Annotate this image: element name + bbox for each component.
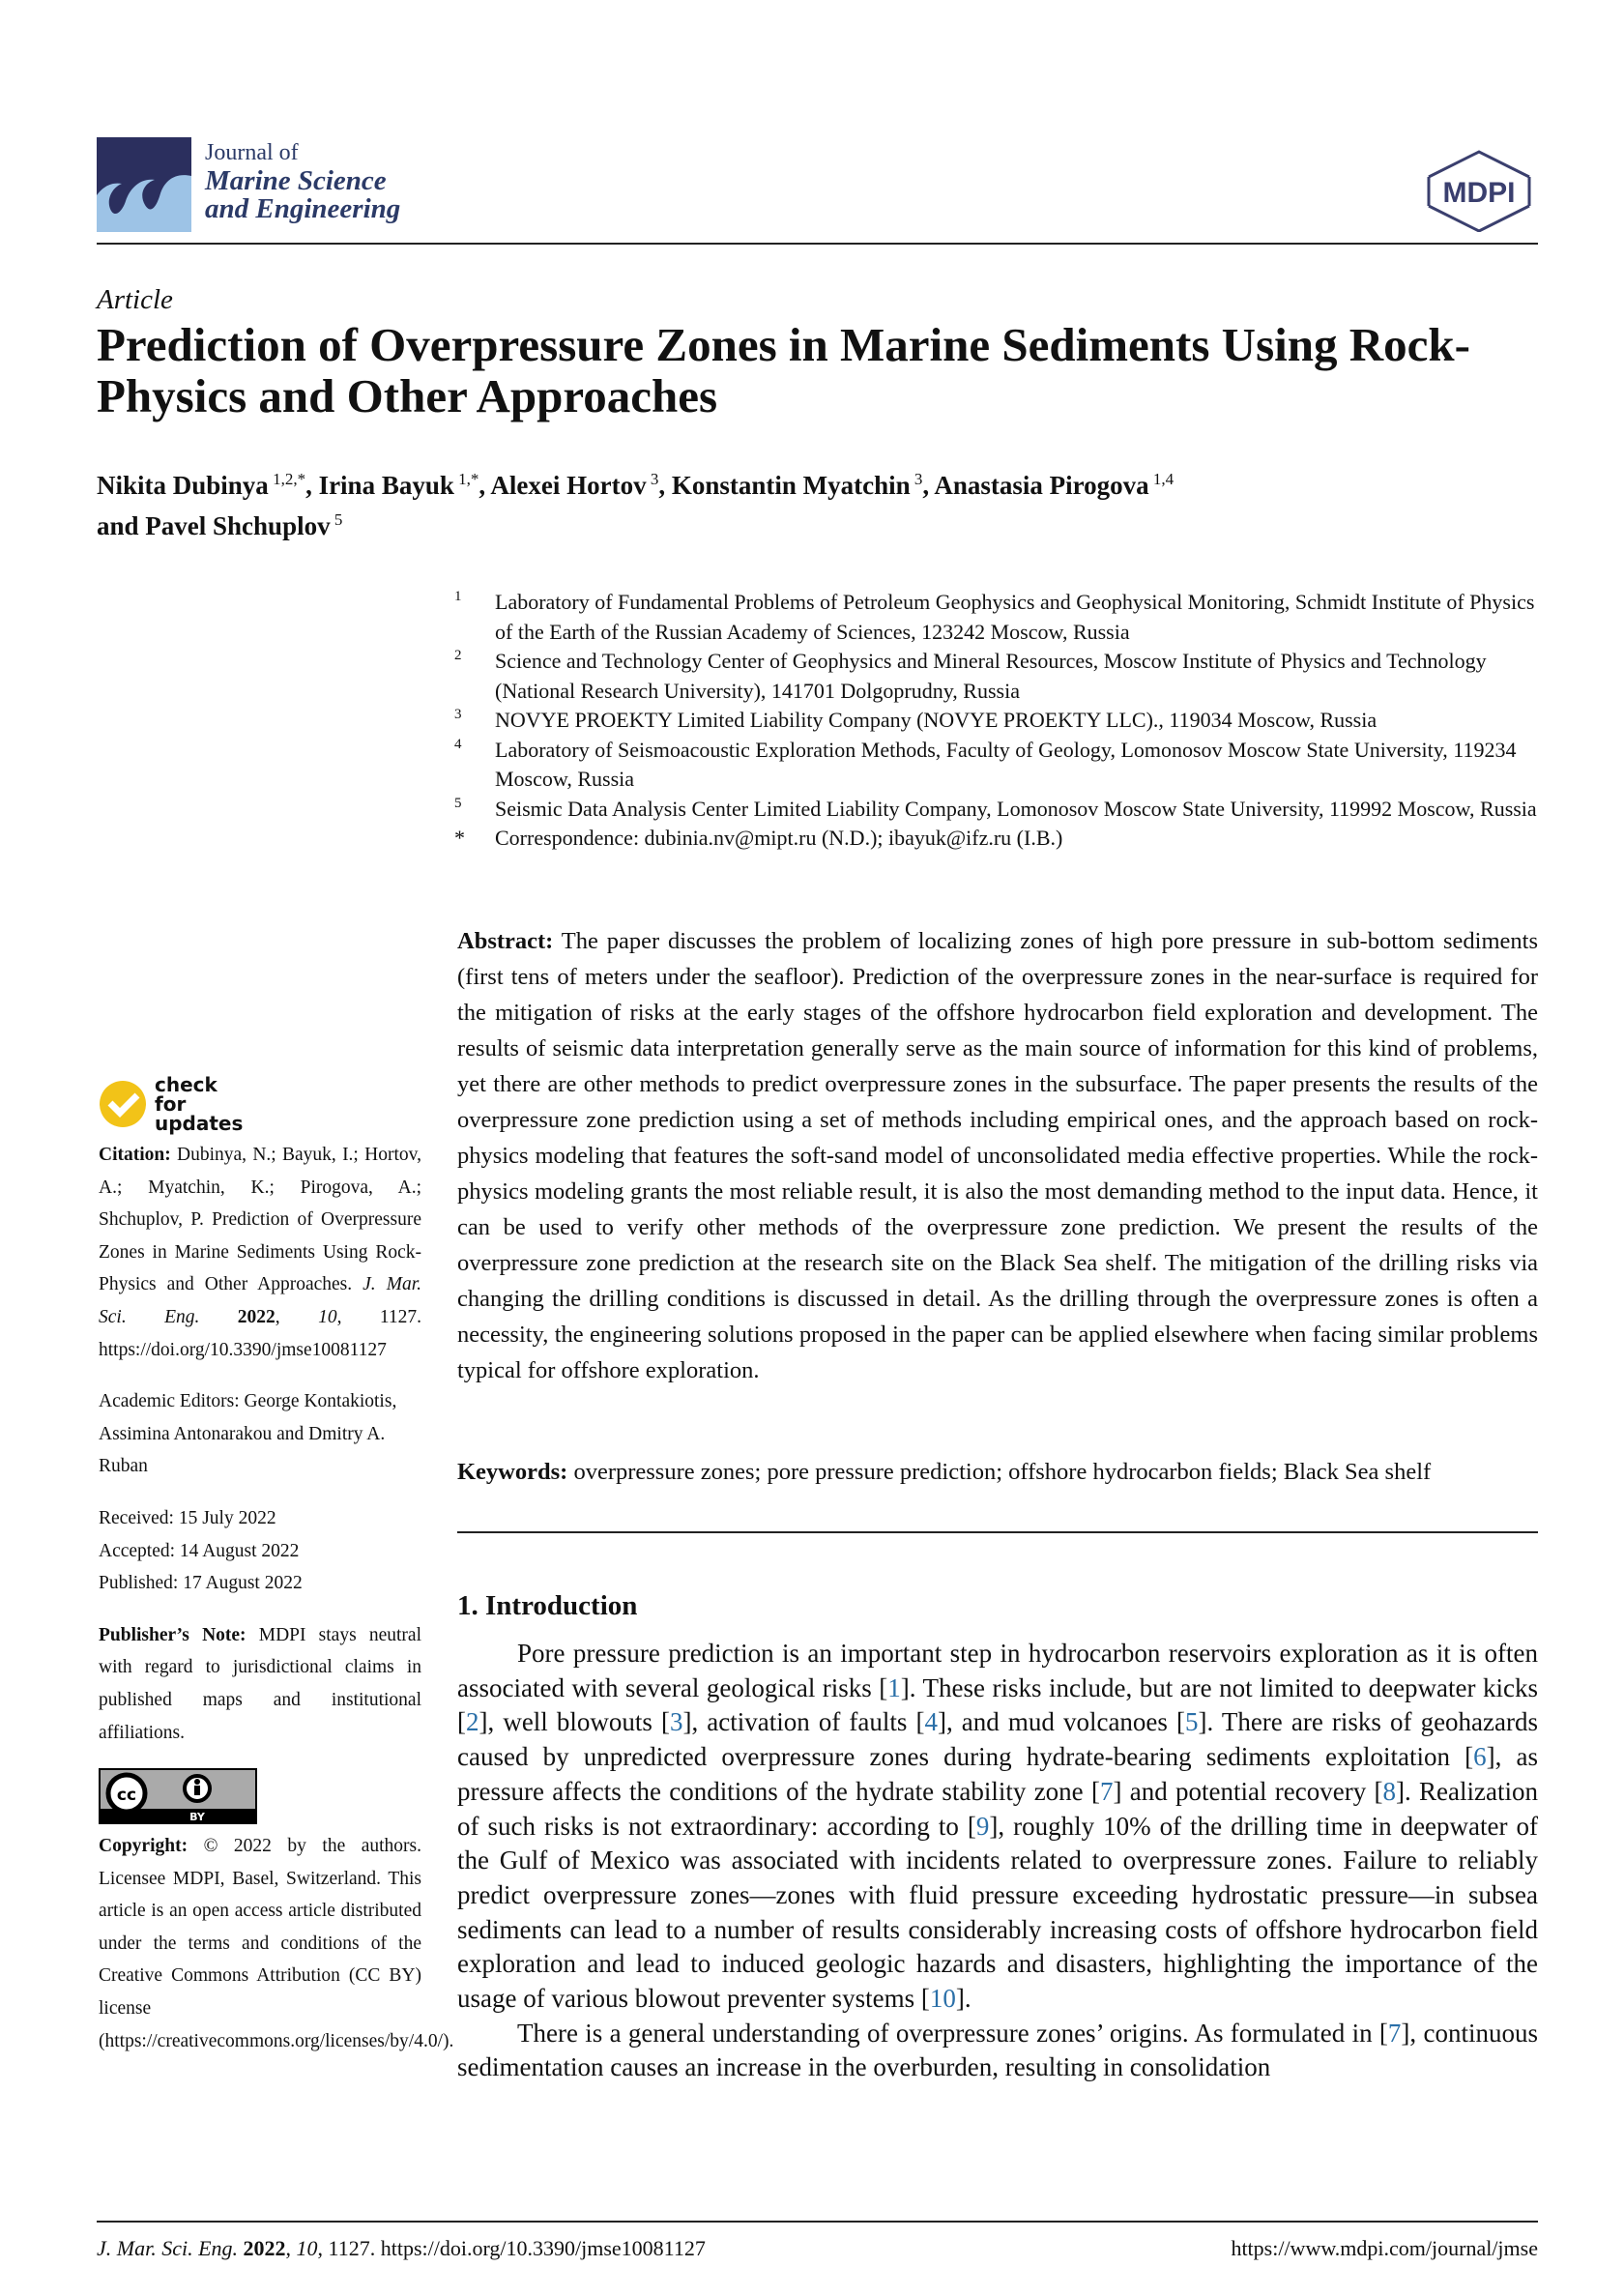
text-segment: ]. These risks include, but are not limited to deepwater kicks [ <box>457 1672 1538 1737</box>
author-affiliation-mark: 3 <box>646 470 659 488</box>
check-updates-label: check for updates <box>155 1073 244 1135</box>
text-segment: Dubinya, N.; Bayuk, I.; Hortov, A.; Myatchin, K.; Pirogova, A.; Shchuplov, P. Prediction of Overpressure Zones in Marine Sediments Using Rock-Physics and Other Approaches. <box>99 1145 421 1295</box>
affiliations <box>454 588 1542 854</box>
author-affiliation-mark: 1,4 <box>1148 470 1174 488</box>
affiliation-item <box>454 647 1542 706</box>
article-type: Article <box>97 284 173 315</box>
dates <box>99 1502 421 1600</box>
section-heading: 1. Introduction <box>457 1590 638 1621</box>
affiliation-text: Laboratory of Seismoacoustic Exploration Methods, Faculty of Geology, Lomonosov Moscow State University, 119234 Moscow, Russia <box>495 737 1517 791</box>
author-affiliation-mark: 3 <box>910 470 923 488</box>
author-affiliation-mark: 5 <box>330 510 343 529</box>
text-segment: J. Mar. Sci. Eng. <box>97 2236 239 2260</box>
affiliation-text: NOVYE PROEKTY Limited Liability Company (NOVYE PROEKTY LLC)., 119034 Moscow, Russia <box>495 708 1378 732</box>
citation <box>99 1139 421 1366</box>
reference-link[interactable]: 5 <box>1185 1707 1199 1737</box>
reference-link[interactable]: 9 <box>975 1811 990 1841</box>
paragraph <box>457 2017 1538 2085</box>
affiliation-number: 5 <box>454 795 462 811</box>
affiliation-item <box>454 588 1542 647</box>
text-segment: ] and potential recovery [ <box>1113 1776 1383 1806</box>
section-rule <box>457 1531 1538 1533</box>
check-updates-icon <box>99 1080 147 1128</box>
reference-link[interactable]: 7 <box>1099 1776 1114 1806</box>
reference-link[interactable]: 3 <box>669 1707 683 1737</box>
affiliation-item <box>454 736 1542 795</box>
author-affiliation-mark: 1,* <box>453 470 479 488</box>
text-segment: ], well blowouts [ <box>478 1707 670 1737</box>
affiliation-text: Seismic Data Analysis Center Limited Liability Company, Lomonosov Moscow State University, 119992 Moscow, Russia <box>495 796 1537 821</box>
affiliation-number: 1 <box>454 589 462 604</box>
text-segment: Copyright: <box>99 1836 188 1857</box>
author-list <box>97 462 1538 543</box>
keywords-label: Keywords: <box>457 1459 568 1485</box>
cc-by-license-icon[interactable] <box>99 1768 257 1824</box>
mdpi-logo-icon[interactable] <box>1419 150 1540 232</box>
keywords-text: overpressure zones; pore pressure prediction; offshore hydrocarbon fields; Black Sea shelf <box>567 1459 1432 1485</box>
text-segment: 10 <box>318 1306 337 1327</box>
journal-name-line: Journal of <box>205 140 299 165</box>
text-segment: There is a general understanding of overpressure zones’ origins. As formulated in [ <box>517 2018 1388 2048</box>
svg-text:cc: cc <box>116 1786 137 1806</box>
author-separator: , <box>305 471 319 500</box>
text-segment: 2022 <box>237 1306 276 1327</box>
reference-link[interactable]: 4 <box>924 1707 938 1737</box>
text-segment: © 2022 by the authors. Licensee MDPI, Basel, Switzerland. This article is an open access article distributed under the terms and conditions of the Creative Commons Attribution (CC BY) license (https://creativecommons.org/licenses/by/4.0/). <box>99 1836 454 2051</box>
affiliation-number: 2 <box>454 648 462 663</box>
footer-journal-link[interactable]: https://www.mdpi.com/journal/jmse <box>1231 2236 1538 2260</box>
check-for-updates-button[interactable] <box>99 1075 421 1133</box>
text-segment: , <box>275 1306 319 1327</box>
abstract-label: Abstract: <box>457 928 554 954</box>
footer-rule <box>97 2221 1538 2223</box>
text-segment: J. Mar. Sci. Eng. <box>99 1274 422 1327</box>
author-separator: , <box>478 471 491 500</box>
copyright <box>99 1830 454 2057</box>
author-separator: , <box>658 471 672 500</box>
affiliation-number: 3 <box>454 707 462 722</box>
affiliation-item <box>454 795 1542 825</box>
author-name: Pavel Shchuplov <box>145 511 331 540</box>
text-segment <box>199 1307 237 1327</box>
text-segment: MDPI stays neutral with regard to jurisdictional claims in published maps and institutional affiliations. <box>99 1624 421 1743</box>
text-segment: , 1127. https://doi.org/10.3390/jmse10081127 <box>317 2236 706 2260</box>
author-name: Konstantin Myatchin <box>671 471 911 500</box>
text-segment: Citation: <box>99 1145 171 1165</box>
reference-link[interactable]: 1 <box>887 1672 901 1702</box>
text-segment: , <box>285 2236 297 2260</box>
footer-citation <box>97 2236 706 2261</box>
accepted-date: Accepted: 14 August 2022 <box>99 1540 300 1561</box>
abstract-text: The paper discusses the problem of localizing zones of high pore pressure in sub-bottom sediments (first tens of meters under the seafloor). Prediction of the overpressure zones in the near-surface is required for the mitigation of risks at the early stages of the offshore hydrocarbon field exploration and development. The results of seismic data interpretation generally serve as the main source of information for this kind of problems, yet there are other methods to predict overpressure zones in the subsurface. The paper presents the results of the overpressure zone prediction using a set of methods including empirical ones, and the approach based on rock-physics modeling that features the soft-sand model of unconsolidated media effective properties. While the rock-physics modeling grants the most reliable result, it is also the most demanding method to the input data. Hence, it can be used to verify other methods of the overpressure zone prediction. We present the results of the overpressure zone prediction at the research site on the Black Sea shelf. The mitigation of the drilling risks via changing the drilling conditions is discussed in detail. As the drilling through the overpressure zones is often a necessity, the engineering solutions proposed in the paper can be applied elsewhere when facing similar problems typical for offshore exploration. <box>457 928 1538 1383</box>
journal-name <box>205 139 400 223</box>
affiliation-text: Laboratory of Fundamental Problems of Petroleum Geophysics and Geophysical Monitoring, Schmidt Institute of Physics of the Earth of the Russian Academy of Sciences, 123242 Moscow, Russia <box>495 590 1535 644</box>
text-segment: 10 <box>296 2236 318 2260</box>
text-segment: ], roughly 10% of the drilling time in deepwater of the Gulf of Mexico was associated with incidents related to overpressure zones. Failure to reliably predict overpressure zones—zones with fluid pressure exceeding hydrostatic pressure—in subsea sediments can lead to a number of results considerably increasing costs of offshore hydrocarbon field exploration and lead to induced geologic hazards and disasters, highlighting the importance of the usage of various blowout preventer systems [ <box>457 1811 1538 2014</box>
text-segment: ], as pressure affects the conditions of the hydrate stability zone [ <box>457 1742 1538 1806</box>
author-separator: , <box>922 471 935 500</box>
publishers-note <box>99 1619 421 1749</box>
affiliation-item <box>454 706 1542 736</box>
text-segment: 2022 <box>243 2236 286 2260</box>
reference-link[interactable]: 8 <box>1382 1776 1397 1806</box>
affiliation-text: Science and Technology Center of Geophysics and Mineral Resources, Moscow Institute of Physics and Technology (National Research University), 141701 Dolgoprudny, Russia <box>495 649 1487 703</box>
text-segment: , 1127. https://doi.org/10.3390/jmse10081127 <box>99 1306 422 1360</box>
svg-text:BY: BY <box>189 1811 205 1823</box>
author-name: Irina Bayuk <box>318 471 454 500</box>
journal-name-line: and Engineering <box>205 193 401 224</box>
reference-link[interactable]: 6 <box>1473 1742 1487 1772</box>
text-segment: ], and mud volcanoes [ <box>937 1707 1185 1737</box>
text-segment: ]. <box>955 1984 972 2014</box>
author-separator: and <box>97 511 146 540</box>
paragraph <box>457 1637 1538 2017</box>
author-name: Nikita Dubinya <box>97 471 269 500</box>
correspondence-mark: * <box>454 826 465 850</box>
keywords <box>457 1454 1538 1490</box>
abstract <box>457 923 1538 1388</box>
text-segment: ]. There are risks of geohazards caused by unpredicted overpressure zones during hydrate-bearing sediments exploitation [ <box>457 1707 1539 1772</box>
received-date: Received: 15 July 2022 <box>99 1507 276 1528</box>
text-segment: Pore pressure prediction is an important step in hydrocarbon reservoirs exploration as it is often associated with several geological risks [ <box>457 1639 1538 1702</box>
header-rule <box>97 243 1538 245</box>
academic-editors: Academic Editors: George Kontakiotis, Assimina Antonarakou and Dmitry A. Ruban <box>99 1391 397 1477</box>
journal-logo-icon <box>97 137 191 232</box>
text-segment: ], activation of faults [ <box>682 1707 925 1737</box>
reference-link[interactable]: 10 <box>929 1984 956 2014</box>
author-name: Alexei Hortov <box>490 471 647 500</box>
page-title: Prediction of Overpressure Zones in Marine Sediments Using Rock-Physics and Other Approaches <box>97 318 1470 422</box>
sidebar <box>99 1073 454 2077</box>
correspondence-text: Correspondence: dubinia.nv@mipt.ru (N.D.); ibayuk@ifz.ru (I.B.) <box>495 826 1063 850</box>
affiliation-number: 4 <box>454 736 462 752</box>
author-name: Anastasia Pirogova <box>934 471 1149 500</box>
correspondence <box>454 824 1542 854</box>
text-segment: ], continuous sedimentation causes an increase in the overburden, resulting in consolidation <box>457 2018 1538 2082</box>
reference-link[interactable]: 2 <box>466 1707 479 1737</box>
text-segment: Publisher’s Note: <box>99 1624 246 1645</box>
svg-text:MDPI: MDPI <box>1442 177 1516 209</box>
reference-link[interactable]: 7 <box>1387 2018 1402 2048</box>
published-date: Published: 17 August 2022 <box>99 1573 303 1594</box>
author-affiliation-mark: 1,2,* <box>268 470 306 488</box>
text-segment: ]. Realization of such risks is not extraordinary: according to [ <box>457 1776 1539 1841</box>
journal-name-line: Marine Science <box>205 165 387 196</box>
introduction-body <box>457 1637 1538 2085</box>
